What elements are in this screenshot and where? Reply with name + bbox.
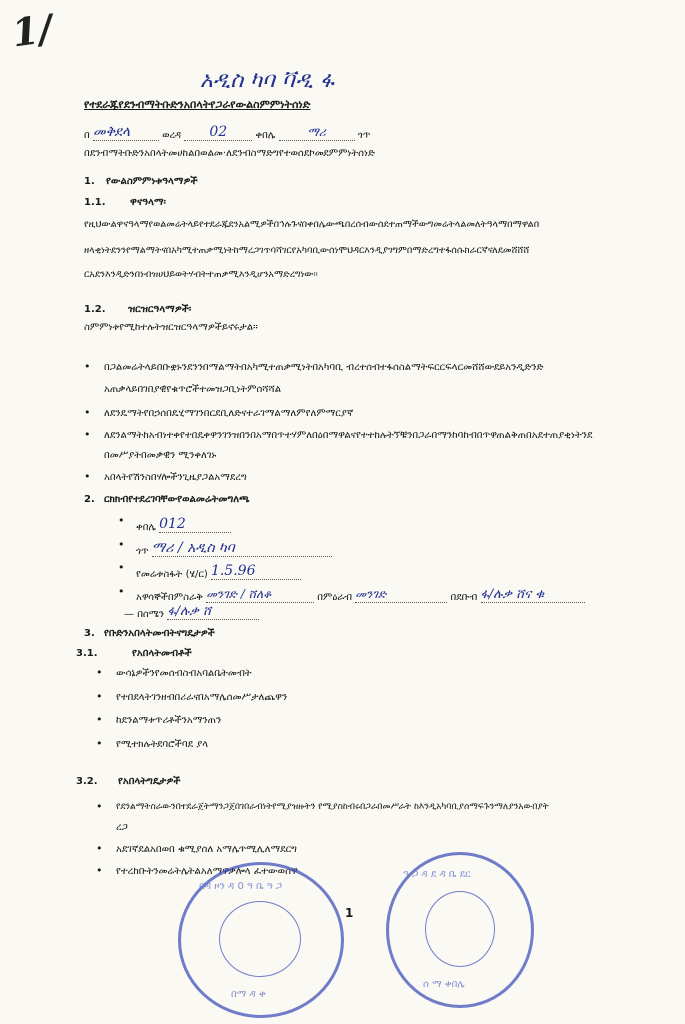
land-south-label: በሰሜን [137, 609, 165, 620]
land-south-value: ፋ/ሉቃ ሸ [167, 604, 259, 620]
section-3-1-heading: የአበላትመብቶች [132, 648, 192, 659]
section-1-2-intro: ስምምነቱየሚከተሉትዝርዝርዓላማዎችይኖሩታል። [84, 322, 258, 333]
section-3-1-number: 3.1. [76, 648, 98, 659]
duties-bullet-1: የደንልማትስራውንበተደራጀትማንጋጀበገበራብነትየሚያዝዙትን የሚያስከብሩበጋራበመሥራት ከእንዲአካባቢያሰማፍጉንማለያንአውበያት [116, 802, 549, 812]
land-kebele-value: 012 [159, 516, 231, 533]
duties-bullet-2: አደገኛደልአበወበ ቁሚያሰለ አማሌጥሚሊለማደርግ [116, 844, 297, 855]
land-kebele-label: ቀበሌ [136, 522, 156, 533]
woreda-field: መቅደላ [93, 124, 159, 141]
land-item-kebele [136, 516, 231, 533]
land-east-label: አዋሳኞችበምስራቅ [136, 592, 203, 603]
section-1-2-bullet-1-cont: አጠቃላይበገበያዊየቁጥሮችተመዝጋቢነትምሰሻሻል [104, 384, 282, 395]
bullet-dot: • [96, 690, 103, 703]
land-area-value: 1.5.96 [211, 563, 301, 580]
document-title: የተደራጁየደንብማትቡድንአበላትየጋራየውልስምምነትሰነድ [84, 98, 311, 111]
land-west-value: መንገድ [355, 587, 447, 603]
section-1-2-bullet-3: ለደንልማትከአብነተቀየተበዴቀዋንገንዝበንበአማበጥተሃምለበዕበማዋልናየተተከሉትኘቹንበጋራበማንከባከብበጥዋጠልቅጠበአደተጠያቂነትንደ [104, 430, 593, 441]
section-2-heading: ርክክብየተደረገባቸውየወልመሬትመግለጫ [104, 494, 250, 505]
section-1-1-para-line-2: ዘላቂነትደንንየማልማትናበአካሚተጠቃሚነትከማረጋገጥባሻገርየአካባቢውሰነሞህዳርእንዲያገግምበማድረግተፋሰሱክራርኛናለደመሸሸሸ [84, 245, 530, 256]
stamp-right-top-text: ዓ ጋ ዳ ደ ዳ ቤ ደር [403, 869, 471, 880]
kebele-label: ቀበሌ [255, 130, 276, 141]
kebele-field: 02 [184, 124, 252, 141]
land-area-label: የመሬቱስፋት (ሄ/ር) [136, 569, 208, 580]
section-1-2-bullet-2: ለደንዴማትየበኃሰበዴሂማገንበርደቢለድናተራገማልማለምየለምማርያኛ [104, 408, 354, 419]
section-1-heading: የውልስምምነቱዓላማዎች [106, 176, 198, 187]
section-1-1-para-line-3: ርአደንእንዲድንበነብዝሀህይወትሃብትተጠቃሚእንዲሆንአማድረግነው። [84, 269, 318, 280]
intro-line-1 [84, 124, 370, 141]
section-1-1-number: 1.1. [84, 197, 106, 208]
land-west-label: በምዕራብ [317, 592, 353, 603]
rights-bullet-2: የተበደላትገንዘብበሪራናበአማሌሰመሥታለጨዋን [116, 692, 288, 703]
bullet-dot: • [96, 666, 103, 679]
rights-bullet-3: ከደንልማቱጥሪቶችንአማንጠን [116, 715, 222, 726]
section-1-2-number: 1.2. [84, 304, 106, 315]
section-3-2-number: 3.2. [76, 776, 98, 787]
section-2-number: 2. [84, 494, 95, 505]
rights-bullet-4: የሚተክሉትደባሮችባደ ያላ [116, 739, 209, 750]
land-got-value: ማሪ / አዲስ ካባ [152, 540, 332, 557]
duties-bullet-3: የተረከቡትንመሬትሌትልአለማዋቃሎላ ፈተውወሰዋ [116, 866, 298, 877]
bullet-dot: • [118, 538, 125, 551]
bullet-dot: • [96, 864, 103, 877]
stamp-right-bottom-text: ሰ ማ ቀበሌ [423, 979, 465, 990]
bullet-dot: • [84, 360, 91, 373]
stamp-inner-ring [425, 891, 495, 967]
bullet-dot: • [96, 737, 103, 750]
section-1-1-heading: ዋናዓላማ፡ [130, 197, 166, 208]
section-3-number: 3. [84, 628, 95, 639]
bullet-dot: • [96, 800, 103, 813]
section-1-2-bullet-3-cont: በመሥያትበመቃዊን ሚንቀለገኑ [104, 450, 217, 461]
section-3-heading: የቡድንአበላትመብትናግዴታዎች [104, 628, 215, 639]
bullet-dot: • [118, 514, 125, 527]
page-number: 1 [345, 906, 354, 920]
stamp-left-bottom-text: በማ ዳ ቀ [231, 989, 266, 1000]
bullet-dot: • [84, 406, 91, 419]
section-1-number: 1. [84, 176, 95, 187]
got-label: ጎጥ [357, 130, 371, 141]
land-got-label: ጎጥ [136, 546, 149, 557]
official-stamp-right [386, 852, 534, 1008]
section-1-1-para-line-1: የዚህውልዋናዓላማየወልመሬትላይየተደራጁደንአልሚዎችበኅሉጉናበቀበሌውጫበረሰብውሰደተጠማችውግመሬትላልመለትዓላማበማዋልበ [84, 219, 540, 230]
stamp-left-top-text: በዳ ዞን ዳ 0 ዓ ቤ ዓ ጋ [199, 881, 283, 892]
land-north-value: ፋ/ሉቃ ሸና ቁ [481, 587, 585, 603]
section-1-2-bullet-4: አበላትየሽንስበሃሎችንጊዜያጋልአማደረግ [104, 472, 247, 483]
intro-line-2: በደንብማትቡድንአበላትመሀከልበወልመ·ለደንብስማድግየተወሰደኮመደምምነትሰነድ [84, 148, 375, 159]
got-field: ማሪ [279, 125, 355, 141]
woreda-label: ወረዳ [162, 130, 182, 141]
bullet-dot: • [84, 428, 91, 441]
section-1-2-heading: ዝርዝርዓላማዎች፡ [128, 304, 192, 315]
bullet-dot: • [84, 470, 91, 483]
intro-prefix: በ [84, 130, 90, 141]
land-item-borders [136, 587, 585, 603]
corner-mark: 1/ [9, 5, 56, 56]
land-item-south: — በሰሜን ፋ/ሉቃ ሸ [124, 604, 259, 620]
rights-bullet-1: ውሳኔዎችንየመሰብስብአባልቤትመብት [116, 668, 252, 679]
bullet-dot: • [96, 713, 103, 726]
stamp-inner-ring [219, 901, 301, 977]
official-stamp-left [178, 862, 344, 1018]
bullet-dot: • [118, 561, 125, 574]
land-item-area [136, 563, 301, 580]
land-item-got [136, 540, 332, 557]
bullet-dot: • [118, 585, 125, 598]
section-1-2-bullet-1: በጋልመሬትላይበቡቋኑንደንንበማልማትበአካሚተጠቃሚነትበአካባቢ ብረተሰብተፋሰስልማትፍርርፍላርመሸሸውደይአንዲድንድ [104, 362, 544, 373]
section-3-2-heading: የአበላትግዴታዎች [118, 776, 181, 787]
handwritten-title: አዲስ ካባ ቫዲ ፋ [200, 68, 334, 93]
bullet-dot: • [96, 842, 103, 855]
land-east-value: መንገድ / ሸለቆ [206, 587, 314, 603]
land-north-label: በደቡብ [450, 592, 478, 603]
duties-bullet-1-cont: ረጋ [116, 822, 128, 833]
